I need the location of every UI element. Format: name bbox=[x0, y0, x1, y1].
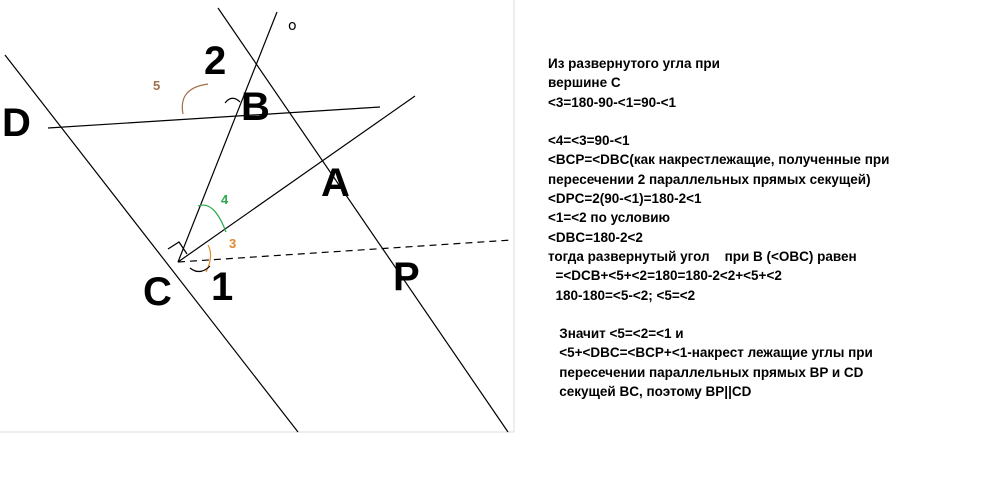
angle-arc-5 bbox=[182, 84, 208, 114]
solution-line: тогда развернутый угол при В (<OBC) равен bbox=[548, 248, 857, 264]
angle-label-2: 2 bbox=[204, 39, 227, 83]
angle-label-3: 3 bbox=[229, 236, 237, 251]
solution-line: <4=<3=90-<1 bbox=[548, 133, 630, 149]
angle-arc-4 bbox=[198, 205, 226, 232]
solution-line: <DBC=180-2<2 bbox=[548, 229, 643, 245]
angle-label-5: 5 bbox=[153, 78, 161, 93]
solution-line: пересечении 2 параллельных прямых секущей) bbox=[548, 171, 871, 187]
solution-line: =<DCB+<5+<2=180=180-2<2+<5+<2 bbox=[548, 268, 782, 284]
solution-line: пересечении параллельных прямых BP и CD bbox=[548, 364, 864, 380]
point-label-c: C bbox=[143, 270, 172, 314]
line-cbo bbox=[178, 12, 277, 262]
line-db bbox=[48, 107, 380, 128]
angle-label-4: 4 bbox=[221, 192, 229, 207]
point-label-d: D bbox=[2, 101, 31, 145]
point-label-o: o bbox=[288, 18, 297, 34]
point-label-b: B bbox=[241, 85, 270, 129]
line-ca bbox=[178, 96, 415, 262]
solution-line: секущей BC, поэтому BP||CD bbox=[548, 384, 752, 400]
solution-text bbox=[548, 54, 889, 401]
solution-line: <5+<DBC=<BCP+<1-накрест лежащие углы при bbox=[548, 345, 873, 361]
right-angle-b bbox=[225, 98, 240, 103]
angle-label-1: 1 bbox=[211, 265, 234, 309]
line-ap bbox=[218, 8, 508, 432]
solution-line: Значит <5=<2=<1 и bbox=[548, 326, 684, 342]
solution-line bbox=[548, 112, 889, 131]
solution-line: <BCP=<DBC(как накрестлежащие, полученные при bbox=[548, 152, 890, 168]
solution-line: Из развернутого угла при bbox=[548, 56, 720, 71]
solution-line: <3=180-90-<1=90-<1 bbox=[548, 94, 676, 110]
solution-line: вершине С bbox=[548, 75, 621, 91]
point-label-p: P bbox=[393, 255, 420, 299]
solution-line: <DPC=2(90-<1)=180-2<1 bbox=[548, 191, 702, 207]
solution-line bbox=[548, 305, 889, 324]
solution-line: <1=<2 по условию bbox=[548, 210, 671, 226]
solution-line: 180-180=<5-<2; <5=<2 bbox=[548, 287, 696, 303]
point-label-a: A bbox=[321, 161, 350, 205]
